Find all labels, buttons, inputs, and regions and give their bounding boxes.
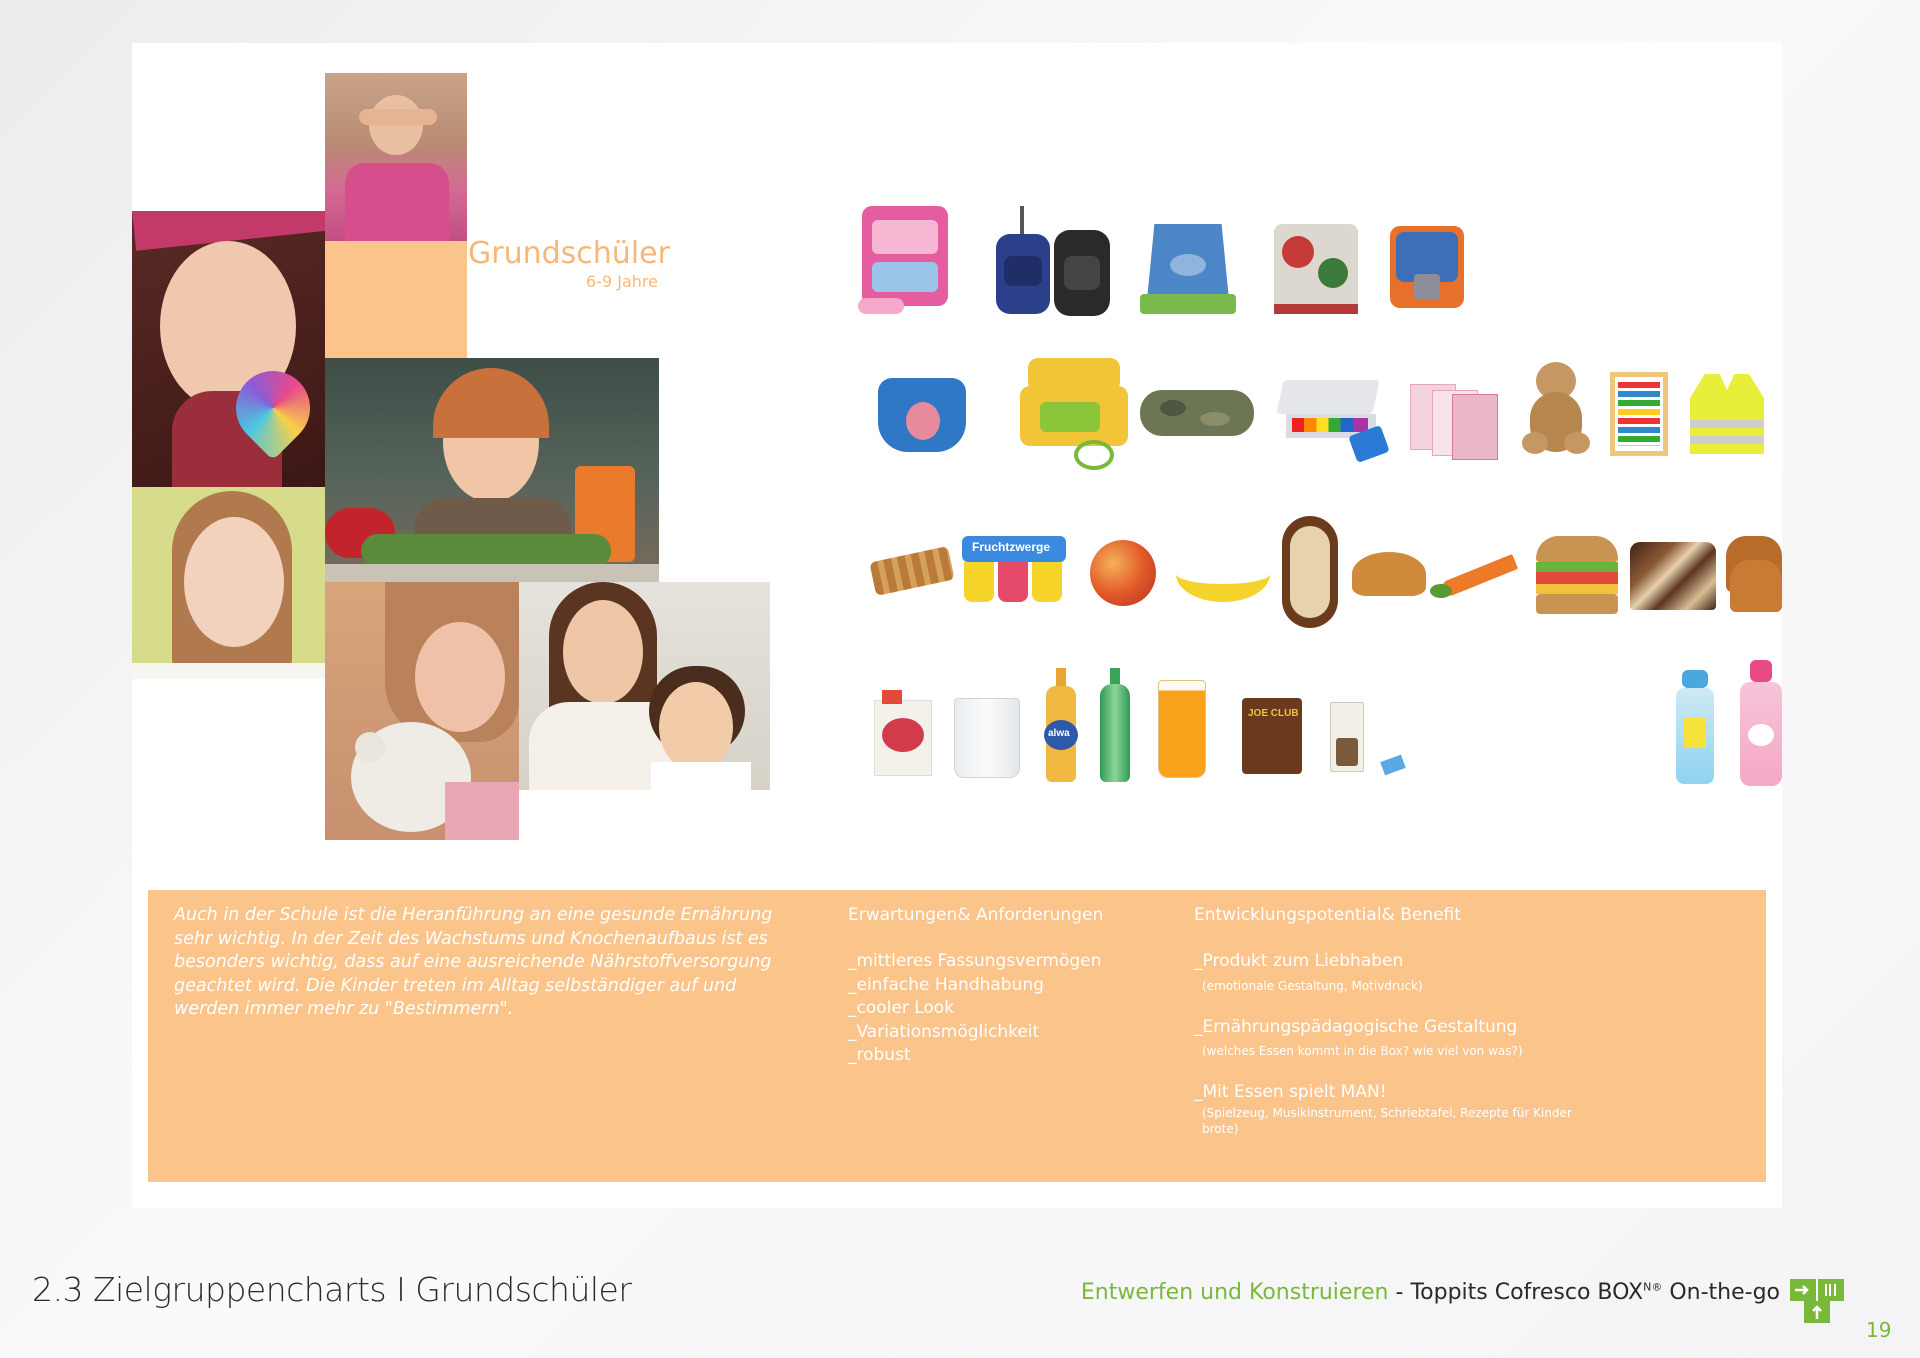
product-suffix: On-the-go	[1662, 1280, 1780, 1305]
benefit-label: _Ernährungspädagogische Gestaltung	[1194, 1016, 1518, 1037]
lunch-box-yellow	[1020, 358, 1128, 470]
box-label: JOE CLUB	[1248, 708, 1299, 719]
intro-paragraph: Auch in der Schule ist die Heranführung an eine gesunde Ernährung sehr wichtig. In der Zeit des Wachstums und Knochenaufbaus ist es besonders wichtig, dass auf eine ausreichende Nährstoffversorgung geachtet wird. Die Kinder treten im Alltag selbständiger auf und werden immer mehr zu "Bestimmern".	[174, 905, 773, 1019]
on-the-go-logo-icon	[1790, 1277, 1846, 1325]
benefit-item	[1194, 1081, 1594, 1137]
expectations-heading: Erwartungen& Anforderungen	[848, 905, 1104, 925]
safety-vest	[1690, 374, 1764, 454]
sandwich	[1536, 536, 1618, 616]
school-bag-patterned	[1274, 218, 1358, 314]
toast-slices	[1726, 536, 1782, 616]
series-separator: -	[1388, 1280, 1411, 1305]
photo-girl-with-vegetables	[325, 358, 659, 582]
gym-bag-blue	[1140, 214, 1236, 314]
benefits-heading: Entwicklungspotential& Benefit	[1194, 905, 1461, 925]
expectation-item: _cooler Look	[848, 998, 955, 1018]
bread-slice	[1282, 516, 1338, 628]
yogurt-pack	[962, 536, 1066, 604]
tea-bag	[1330, 702, 1404, 774]
juice-carton	[874, 690, 932, 776]
benefit-label: _Produkt zum Liebhaben	[1194, 951, 1404, 971]
trolley-backpacks	[994, 206, 1112, 316]
apple-juice-bottle	[1042, 668, 1080, 782]
cereal-bar	[872, 554, 952, 588]
benefit-item	[1194, 1016, 1594, 1060]
benefit-note: (emotionale Gestaltung, Motivdruck)	[1202, 978, 1423, 993]
section-title: 2.3 Zielgruppencharts I Grundschüler	[32, 1270, 632, 1309]
glass-of-milk	[954, 698, 1020, 778]
banana	[1176, 546, 1270, 602]
photo-mother-and-child	[519, 582, 770, 790]
benefit-note: (Spielzeug, Musikinstrument, Schriebtafel, Rezepte für Kinder brote)	[1202, 1105, 1572, 1136]
bottle-label: alwa	[1048, 728, 1070, 739]
benefit-label: _Mit Essen spielt MAN!	[1194, 1082, 1387, 1102]
expectations-column	[848, 904, 1148, 1068]
yogurt-label: Fruchtzwerge	[972, 540, 1051, 554]
expectation-item: _Variationsmöglichkeit	[848, 1021, 1040, 1042]
photo-girl-with-heart	[132, 211, 325, 487]
expectation-item: _mittleres Fassungsvermögen	[848, 951, 1102, 971]
paint-box	[1280, 380, 1386, 458]
school-bag-pink	[858, 206, 952, 314]
croissant	[1352, 552, 1426, 596]
expectation-item: _einfache Handhabung	[848, 974, 1044, 995]
photo-girl-hugging-bear	[325, 582, 519, 840]
page-subheading: 6-9 Jahre	[586, 272, 658, 291]
product-name: Toppits Cofresco BOX	[1410, 1280, 1644, 1305]
chocolate-milk-box	[1242, 698, 1302, 774]
pencil-case-camouflage	[1140, 390, 1254, 436]
benefit-item	[1194, 950, 1594, 994]
kids-bottle-pink	[1740, 660, 1782, 786]
page-heading: Grundschüler	[468, 236, 670, 271]
marble-cake	[1630, 542, 1716, 610]
school-bag-blue-orange	[1390, 222, 1464, 308]
footer-series-line	[1081, 1280, 1780, 1305]
benefit-note: (welches Essen kommt in die Box? wie viel von was?)	[1202, 1044, 1523, 1058]
teddy-bear	[1522, 362, 1590, 458]
page-number: 19	[1866, 1318, 1892, 1342]
glass-of-orange-juice	[1158, 680, 1206, 778]
title-color-block	[325, 241, 467, 358]
product-superscript: N®	[1643, 1280, 1663, 1294]
benefits-column	[1194, 904, 1594, 1159]
expectation-item: _robust	[848, 1045, 911, 1065]
abacus	[1610, 372, 1668, 456]
kids-bottle-spongebob	[1676, 670, 1714, 784]
photo-girl-covering-eyes	[325, 73, 467, 241]
series-name: Entwerfen und Konstruieren	[1080, 1280, 1389, 1305]
apple	[1090, 536, 1156, 606]
info-panel	[148, 890, 1766, 1182]
photo-girl-looking-up	[132, 487, 325, 679]
wallet-blue	[878, 378, 966, 452]
notebooks-pink	[1410, 384, 1498, 460]
carrot	[1430, 550, 1522, 604]
water-bottle-green	[1098, 668, 1132, 782]
